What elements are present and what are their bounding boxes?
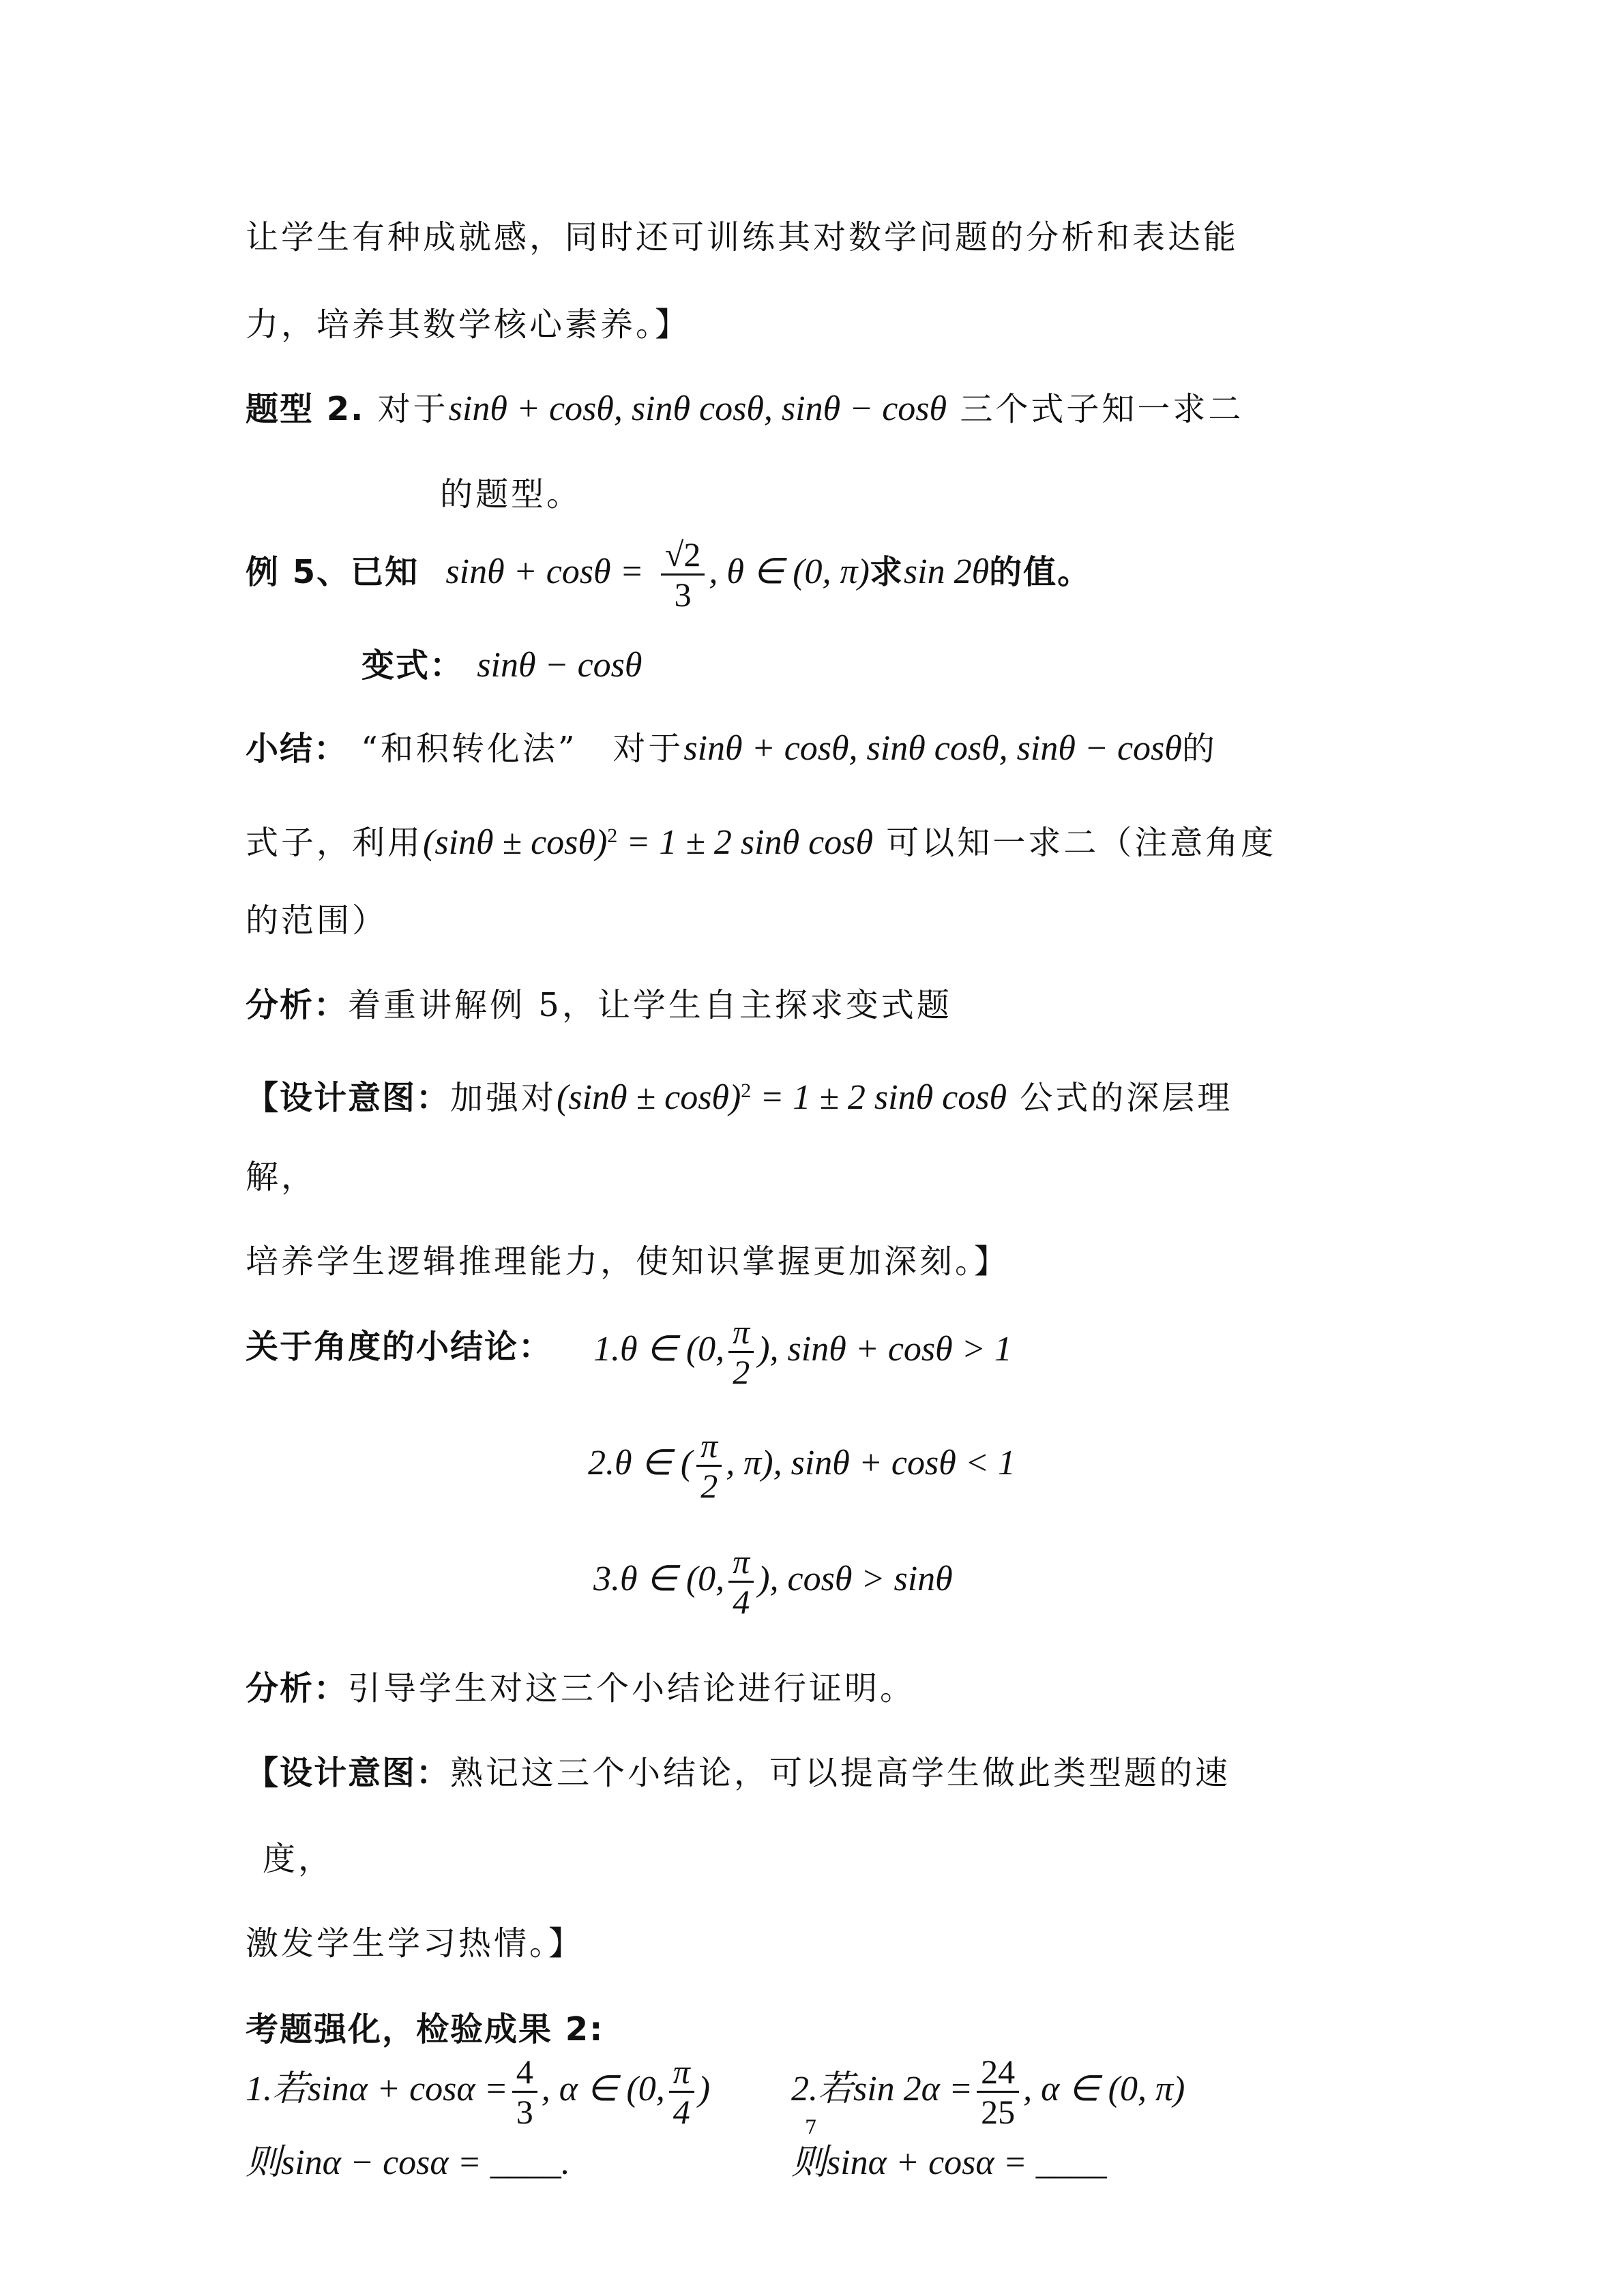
formula: 1.若sinα + cosα = bbox=[246, 2070, 508, 2108]
exponent: 2 bbox=[741, 1079, 752, 1102]
formula: sin 2θ bbox=[903, 552, 990, 591]
analysis bbox=[246, 1668, 915, 1709]
label: 【设计意图： bbox=[246, 1079, 451, 1117]
text: 求 bbox=[869, 553, 904, 591]
text: 力，培养其数学核心素养。】 bbox=[246, 305, 691, 344]
fraction bbox=[728, 1542, 754, 1621]
text: 着重讲解例 5，让学生自主探求变式题 bbox=[348, 986, 952, 1024]
text: 培养学生逻辑推理能力，使知识掌握更加深刻。】 bbox=[246, 1242, 1010, 1281]
denominator: 4 bbox=[733, 1583, 750, 1621]
formula: sinθ + cosθ = bbox=[445, 552, 644, 591]
formula: = 1 ± 2 sinθ cosθ bbox=[751, 1078, 1007, 1117]
fraction bbox=[696, 1427, 722, 1505]
denominator: 25 bbox=[981, 2093, 1016, 2131]
fraction bbox=[512, 2053, 537, 2131]
text: 三个式子知一求二 bbox=[947, 390, 1244, 428]
formula: = 1 ± 2 sinθ cosθ bbox=[617, 823, 873, 862]
question-type-heading bbox=[246, 389, 1243, 430]
paragraph-line bbox=[246, 816, 1276, 863]
paragraph-line bbox=[246, 217, 1239, 258]
fraction bbox=[669, 2053, 694, 2131]
example-5 bbox=[246, 535, 1091, 614]
text: 加强对 bbox=[450, 1079, 557, 1117]
label: 变式： bbox=[361, 646, 464, 685]
formula: 则sinα − cosα = ____. bbox=[246, 2143, 570, 2182]
label: 考题强化，检验成果 2: bbox=[246, 2010, 604, 2048]
formula: , α ∈ (0, π) bbox=[1023, 2070, 1185, 2108]
text: 的题型。 bbox=[440, 475, 582, 513]
numerator: π bbox=[669, 2053, 694, 2093]
paragraph-line bbox=[246, 304, 690, 345]
design-intent bbox=[246, 1071, 1232, 1118]
formula: ), sinθ + cosθ > 1 bbox=[758, 1330, 1012, 1369]
practice-heading bbox=[246, 2009, 604, 2050]
angle-conclusions bbox=[246, 1326, 552, 1367]
denominator: 4 bbox=[673, 2093, 690, 2131]
formula: (sinθ ± cosθ) bbox=[423, 823, 608, 862]
text: 熟记这三个小结论，可以提高学生做此类型题的速 bbox=[450, 1754, 1231, 1792]
analysis bbox=[246, 985, 952, 1026]
label: 分析： bbox=[246, 986, 349, 1024]
paragraph-line bbox=[246, 1157, 316, 1197]
text: 度， bbox=[263, 1840, 334, 1878]
denominator: 2 bbox=[733, 1353, 750, 1391]
formula: sinθ + cosθ, sinθ cosθ, sinθ − cosθ bbox=[683, 729, 1182, 768]
text: 的范围） bbox=[246, 901, 388, 940]
formula: ) bbox=[698, 2070, 711, 2108]
exponent: 2 bbox=[607, 824, 618, 847]
formula: ), cosθ > sinθ bbox=[758, 1560, 953, 1598]
numerator: π bbox=[728, 1542, 754, 1583]
variant bbox=[361, 645, 642, 686]
problem-2-answer bbox=[791, 2143, 1107, 2183]
numerator: π bbox=[696, 1427, 722, 1467]
text: 公式的深层理 bbox=[1020, 1079, 1233, 1117]
text: 让学生有种成就感，同时还可训练其对数学问题的分析和表达能 bbox=[246, 218, 1239, 256]
subscript-mark bbox=[805, 2107, 820, 2148]
fraction bbox=[977, 2053, 1019, 2131]
label: 【设计意图： bbox=[246, 1754, 451, 1792]
paragraph-line bbox=[246, 1241, 1009, 1282]
text: 解， bbox=[246, 1158, 317, 1196]
formula: sinθ − cosθ bbox=[477, 646, 643, 685]
label: 分析： bbox=[246, 1669, 349, 1708]
formula: sinθ + cosθ, sinθ cosθ, sinθ − cosθ bbox=[448, 389, 947, 428]
text: 的 bbox=[1181, 730, 1217, 768]
conclusion-3 bbox=[593, 1542, 953, 1621]
conclusion-2 bbox=[588, 1427, 1016, 1505]
design-intent bbox=[246, 1753, 1230, 1793]
label: 小结： bbox=[246, 730, 349, 768]
summary bbox=[246, 728, 1217, 769]
numerator: 24 bbox=[977, 2053, 1019, 2093]
formula: , π), sinθ + cosθ < 1 bbox=[726, 1444, 1016, 1482]
paragraph-line bbox=[263, 1838, 334, 1879]
text: 的值。 bbox=[989, 553, 1092, 591]
text: 可以知一求二（注意角度 bbox=[886, 824, 1277, 862]
formula: 1.θ ∈ (0, bbox=[593, 1330, 725, 1369]
text: 引导学生对这三个小结论进行证明。 bbox=[348, 1669, 916, 1708]
paragraph-line bbox=[246, 900, 387, 941]
formula: 则sinα + cosα = ____ bbox=[791, 2143, 1107, 2182]
formula: (sinθ ± cosθ) bbox=[557, 1078, 741, 1117]
denominator: 3 bbox=[516, 2093, 533, 2131]
formula: 3.θ ∈ (0, bbox=[593, 1560, 725, 1598]
denominator: 3 bbox=[674, 576, 692, 614]
label: 题型 2. bbox=[246, 390, 365, 428]
text: 对于 bbox=[377, 390, 449, 428]
text: 激发学生学习热情。】 bbox=[246, 1924, 585, 1963]
problem-1-answer bbox=[246, 2143, 570, 2183]
formula: , α ∈ (0, bbox=[541, 2070, 665, 2108]
text: “和积转化法” 对于 bbox=[361, 730, 684, 768]
text: 7 bbox=[805, 2116, 820, 2138]
problem-1 bbox=[246, 2053, 710, 2131]
label: 例 5、已知 bbox=[246, 553, 419, 591]
text: 式子，利用 bbox=[246, 824, 424, 862]
paragraph-line bbox=[246, 1923, 584, 1964]
formula: 2.θ ∈ ( bbox=[588, 1444, 693, 1482]
conclusion-1 bbox=[593, 1313, 1012, 1391]
numerator: √2 bbox=[661, 535, 705, 576]
numerator: 4 bbox=[512, 2053, 537, 2093]
label: 关于角度的小结论： bbox=[246, 1328, 553, 1366]
fraction bbox=[728, 1313, 754, 1391]
paragraph-line bbox=[440, 474, 582, 515]
problem-2 bbox=[791, 2053, 1185, 2131]
formula: 2.若sin 2α = bbox=[791, 2070, 973, 2108]
numerator: π bbox=[728, 1313, 754, 1353]
fraction bbox=[661, 535, 705, 614]
denominator: 2 bbox=[700, 1467, 718, 1505]
formula: , θ ∈ (0, π) bbox=[709, 552, 870, 591]
